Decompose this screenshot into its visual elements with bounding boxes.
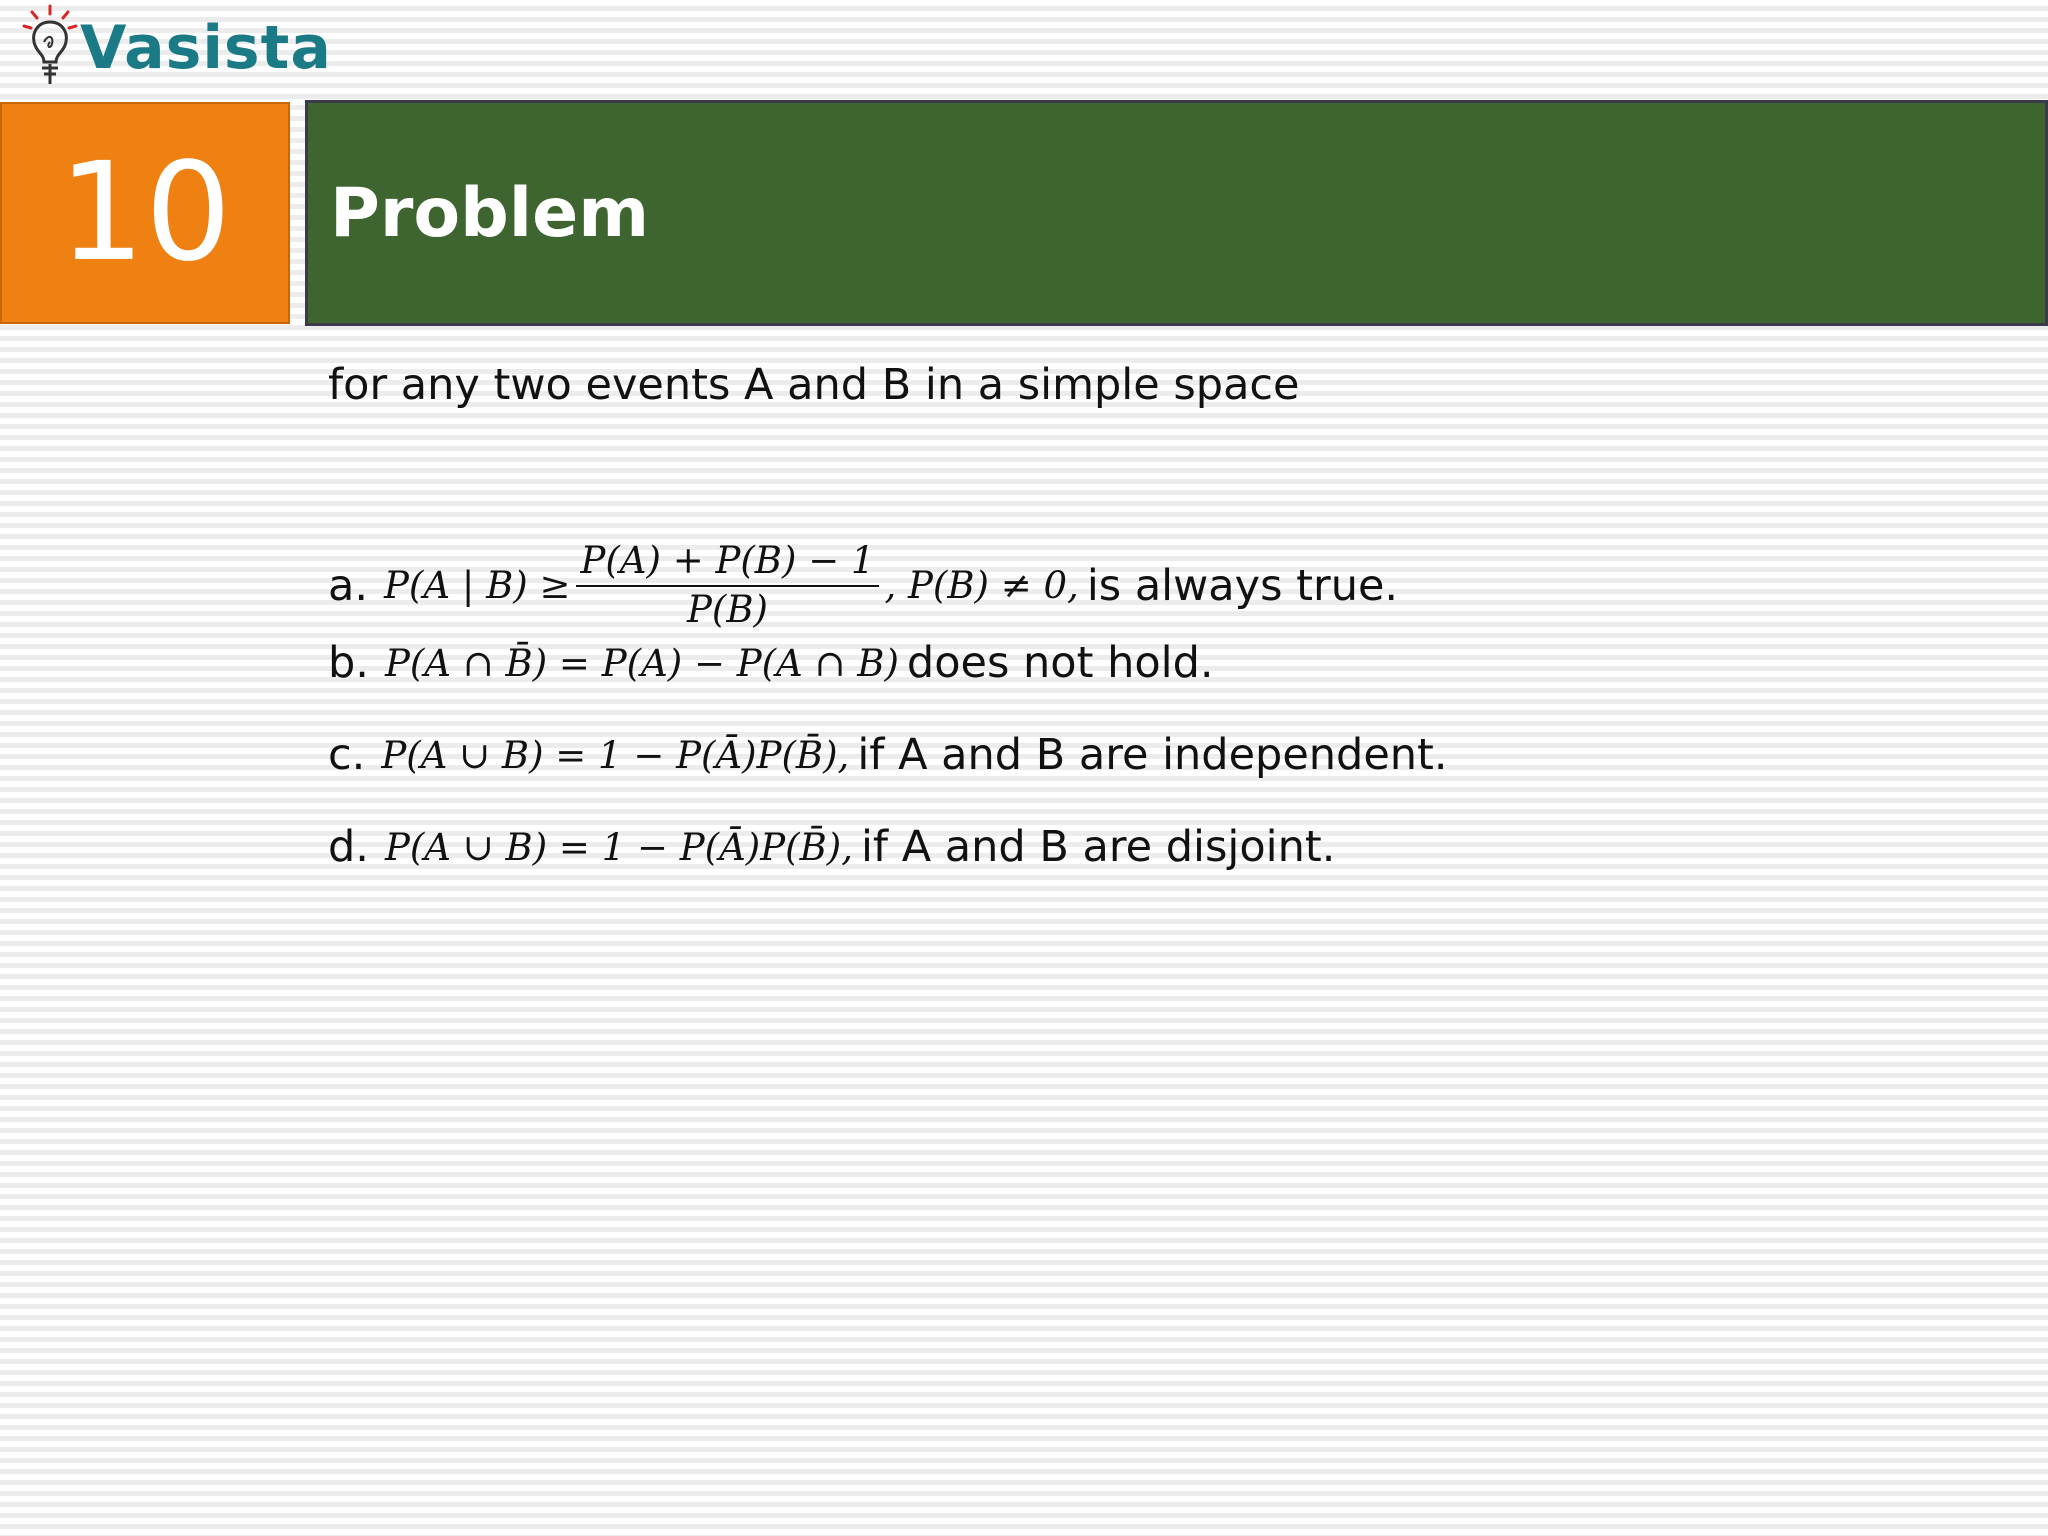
title-bar — [305, 100, 2048, 326]
option-b — [328, 638, 1214, 688]
formula-fraction — [576, 540, 878, 631]
logo — [20, 2, 332, 98]
fraction-denominator: P(B) — [687, 587, 768, 631]
option-formula: P(A ∩ B̄) = P(A) − P(A ∩ B) — [384, 641, 899, 685]
option-formula: P(A ∪ B) = 1 − P(Ā)P(B̄), — [384, 825, 853, 869]
option-a — [328, 540, 1398, 631]
option-formula: P(A ∪ B) = 1 − P(Ā)P(B̄), — [381, 733, 850, 777]
formula-right: , P(B) ≠ 0, — [884, 564, 1079, 608]
option-text: does not hold. — [906, 638, 1214, 688]
logo-text: Vasista — [80, 13, 332, 83]
formula-left: P(A | B) ≥ — [384, 564, 571, 608]
option-c — [328, 730, 1448, 780]
option-text: is always true. — [1086, 560, 1399, 611]
intro-text: for any two events A and B in a simple space — [328, 360, 1300, 410]
slide-title: Problem — [330, 173, 650, 253]
lightbulb-icon — [20, 2, 80, 98]
option-letter: a. — [328, 560, 369, 611]
slide-number-box — [0, 102, 290, 324]
option-d — [328, 822, 1335, 872]
option-letter: b. — [328, 638, 369, 688]
slide-number: 10 — [58, 134, 232, 292]
fraction-numerator: P(A) + P(B) − 1 — [576, 540, 878, 587]
option-text: if A and B are disjoint. — [860, 822, 1336, 872]
option-letter: d. — [328, 822, 369, 872]
option-formula — [384, 540, 1079, 631]
option-text: if A and B are independent. — [857, 730, 1448, 780]
option-letter: c. — [328, 730, 366, 780]
